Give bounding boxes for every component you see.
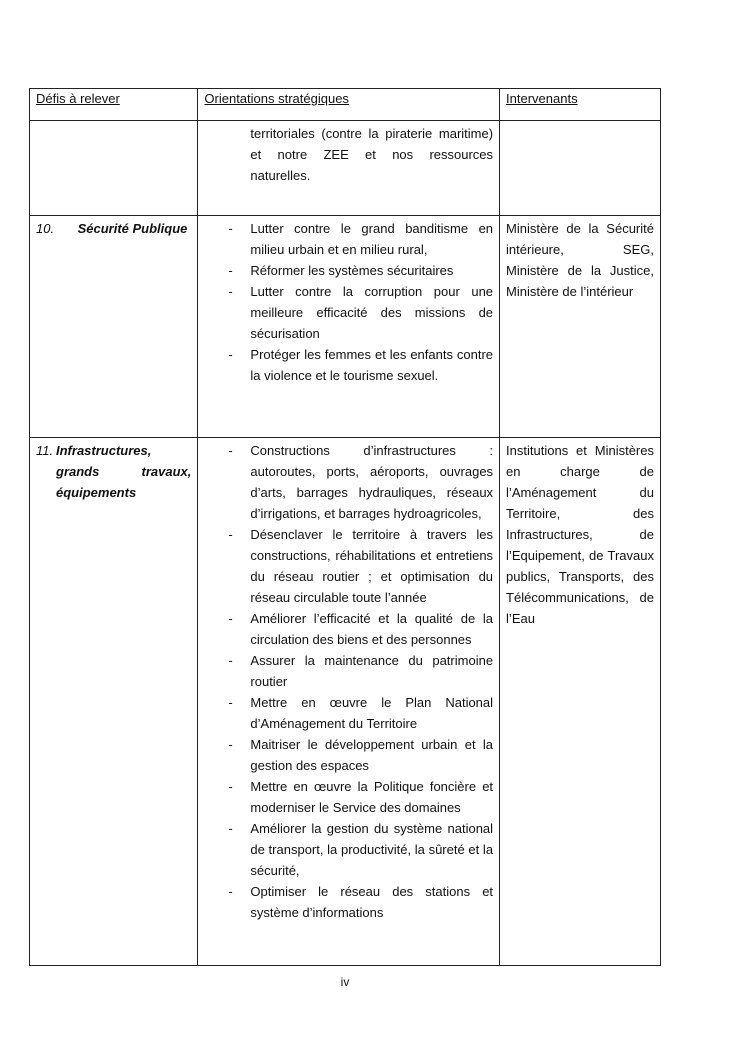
list-item: - Réformer les systèmes sécuritaires	[228, 263, 454, 278]
header-orientations: Orientations stratégiques	[198, 89, 500, 121]
list-item: - Mettre en œuvre la Politique foncière et moderniser le Service des domaines	[228, 779, 494, 815]
orientation-list	[204, 218, 493, 386]
cell-defi-10	[30, 216, 198, 438]
cell-defi-11	[30, 438, 198, 966]
page-number: iv	[340, 975, 350, 989]
header-intervenants: Intervenants	[500, 89, 661, 121]
intervenants-text: Institutions et Ministères en charge de l’Aménagement du Territoire, des Infrastructures, de l’Equipement, de Travaux publics, Transports, des Télécommunications, de l’Eau	[506, 443, 654, 626]
table-row	[30, 438, 661, 966]
list-item: - Optimiser le réseau des stations et système d’informations	[228, 884, 494, 920]
table-row	[30, 216, 661, 438]
header-defis: Défis à relever	[30, 89, 198, 121]
cell-defi-empty	[30, 121, 198, 216]
defi-number: 10.	[36, 221, 55, 236]
cell-orientations-11	[198, 438, 500, 966]
cell-intervenants-empty	[500, 121, 661, 216]
intervenants-text: Ministère de la Sécurité intérieure, SEG, Ministère de la Justice, Ministère de l’intérieur	[506, 221, 654, 299]
cell-orientations-10	[198, 216, 500, 438]
table-header-row	[30, 89, 661, 121]
list-item: - Constructions d’infrastructures : autoroutes, ports, aéroports, ouvrages d’arts, barrages hydrauliques, réseaux d’irrigations, et barrages hydroagricoles,	[228, 443, 494, 521]
list-item: - Mettre en œuvre le Plan National d’Aménagement du Territoire	[228, 695, 494, 731]
cell-orientation-continuation	[198, 121, 500, 216]
defi-number: 11.	[36, 443, 54, 458]
list-item: - Désenclaver le territoire à travers les constructions, réhabilitations et entretiens du réseau routier ; et optimisation du réseau circulable toute l’année	[228, 527, 494, 605]
list-item: - Protéger les femmes et les enfants contre la violence et le tourisme sexuel.	[228, 347, 494, 383]
defi-title: Sécurité Publique	[77, 221, 188, 236]
continuation-text: territoriales (contre la piraterie maritime) et notre ZEE et nos ressources naturelles.	[250, 126, 494, 183]
list-item: - Améliorer l’efficacité et la qualité de la circulation des biens et des personnes	[228, 611, 494, 647]
cell-intervenants-10	[500, 216, 661, 438]
cell-intervenants-11	[500, 438, 661, 966]
list-item: - Assurer la maintenance du patrimoine routier	[228, 653, 494, 689]
strategy-table	[29, 88, 661, 966]
list-item: - Améliorer la gestion du système national de transport, la productivité, la sûreté et la sécurité,	[228, 821, 494, 878]
list-item: - Lutter contre le grand banditisme en milieu urbain et en milieu rural,	[228, 221, 494, 257]
orientation-list	[204, 440, 493, 923]
table-row	[30, 121, 661, 216]
defi-title: Infrastructures, grands travaux, équipements	[56, 443, 192, 500]
list-item: - Lutter contre la corruption pour une meilleure efficacité des missions de sécurisation	[228, 284, 494, 341]
list-item: - Maitriser le développement urbain et la gestion des espaces	[228, 737, 494, 773]
